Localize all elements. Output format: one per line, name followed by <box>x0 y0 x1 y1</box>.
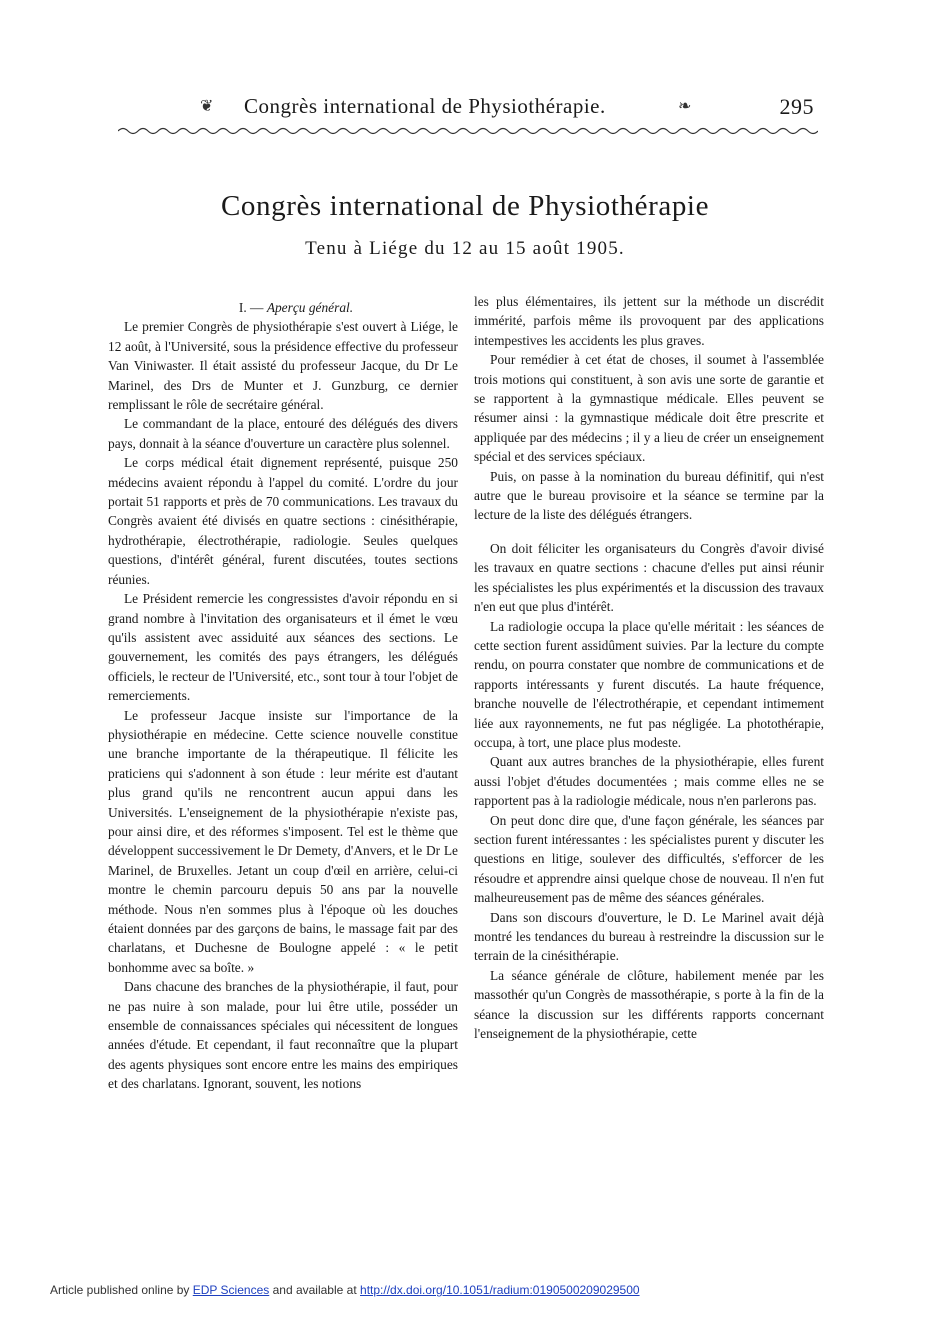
paragraph: Le professeur Jacque insiste sur l'importance de la physiothérapie en médecine. Cette science nouvelle constitue une branche importante de la thérapeutique. Il félicite les praticiens qui s'adonnent à son étude : leur mérite est d'autant plus grand qu'ils ne rencontrent aucun appui dans les Universités. L'enseignement de la physiothérapie n'existe pas, pour ainsi dire, et des réformes s'imposent. Tel est le thème que développent successivement le Dr Demety, d'Anvers, et le Dr Le Marinel, de Bruxelles. Jetant un coup d'œil en arrière, celui-ci montre le chemin parcouru depuis 50 ans par la nouvelle méthode. Nous n'en sommes plus à l'époque où les douches étaient données par des garçons de bains, le massage fait par des charlatans, et Duchesne de Boulogne appelé : « le petit bonhomme avec sa boîte. » <box>108 707 458 975</box>
publisher-link[interactable]: EDP Sciences <box>192 1283 270 1297</box>
footer-prefix: Article published online by <box>50 1283 190 1297</box>
header-wavy-rule <box>118 126 818 136</box>
paragraph: Pour remédier à cet état de choses, il soumet à l'assemblée trois motions qui constituent, à son avis une sorte de garantie et se rapportent à la gymnastique médicale. Elles peuvent se résumer ainsi : la gymnastique médicale doit être prescrite et appliquée par des médecins ; il y a lieu de créer un enseignement spécial et des services spéciaux. <box>474 352 824 465</box>
paragraph: On peut donc dire que, d'une façon générale, les séances par section furent intéressantes : les spécialistes purent y discuter les questions en litige, soulever des difficultés, s'efforcer de les résoudre et apprendre ainsi quelque chose de nouveau. Il n'en fut malheureusement pas de même des séances générales. <box>474 812 824 906</box>
article-title: Congrès international de Physiothérapie <box>220 190 710 222</box>
paragraph: Dans son discours d'ouverture, le D. Le Marinel avait déjà montré les tendances du bureau à restreindre la discussion sur le terrain de la cinésithérapie. <box>474 909 824 964</box>
section-number: I. — <box>238 300 264 315</box>
section-title: Aperçu général. <box>266 300 354 315</box>
paragraph: On doit féliciter les organisateurs du Congrès d'avoir divisé les travaux en quatre sections : chacune d'elles put ainsi réunir les spécialistes les plus expérimentés et la discussion des travaux n'en eut que plus d'intérêt. <box>474 540 824 615</box>
article-subtitle: Tenu à Liége du 12 au 15 août 1905. <box>305 238 625 259</box>
left-column <box>108 298 458 1094</box>
paragraph-continued: les plus élémentaires, ils jettent sur la méthode un discrédit immérité, parfois même ils provoquent par des applications intempestives les accidents les plus graves. <box>474 294 824 348</box>
section-heading <box>108 298 458 317</box>
paragraph: Quant aux autres branches de la physiothérapie, elles furent aussi l'objet d'études documentées ; mais comme elles ne se rapportent pas à la radiologie médicale, nous n'en parlerons pas. <box>474 754 824 809</box>
paragraph: La séance générale de clôture, habilement menée par les massothér qu'un Congrès de massothérapie, s porte à la fin de la séance la discussion sur les différents rapports concernant l'enseignement de la physiothérapie, cette <box>474 967 824 1042</box>
running-title: Congrès international de Physiothérapie. <box>244 94 606 118</box>
fleuron-icon: ❦ <box>200 98 214 115</box>
running-header <box>200 94 820 124</box>
fleuron-icon: ❧ <box>678 98 692 115</box>
paragraph: Le premier Congrès de physiothérapie s'est ouvert à Liége, le 12 août, à l'Université, sous la présidence effective du professeur Van Viniwaster. Il était assisté du professeur Jacque, du Dr Le Marinel, des Drs de Munter et J. Gunzburg, ce dernier remplissant le rôle de secrétaire général. <box>108 319 458 413</box>
paragraph: Le commandant de la place, entouré des délégués des divers pays, donnait à la séance d'ouverture un caractère plus solennel. <box>108 416 458 451</box>
paragraph: Dans chacune des branches de la physiothérapie, il faut, pour ne pas nuire à son malade, pour lui être utile, posséder un ensemble de connaissances spéciales qui nécessitent de longues années d'étude. Et cependant, il faut reconnaître que la plupart des agents physiques sont encore entre les mains des empiriques et des charlatans. Ignorant, souvent, les notions <box>108 979 458 1092</box>
paragraph: La radiologie occupa la place qu'elle méritait : les séances de cette section furent assidûment suivies. Par la lecture du compte rendu, on pourra constater que nombre de communications et de rapports intéressants y furent discutés. La haute fréquence, branche nouvelle de l'électrothérapie, et cependant intimement liée aux rayonnements, ne fut pas négligée. La photothérapie, occupa, à tort, une place plus modeste. <box>474 618 824 750</box>
page-number: 295 <box>779 94 814 119</box>
paragraph: Le corps médical était dignement représenté, puisque 250 médecins avaient répondu à l'appel du comité. L'ordre du jour portait 51 rapports et près de 70 communications. Les travaux du Congrès avaient été divisés en quatre sections : cinésithérapie, hydrothérapie, électrothérapie, radiologie. Seules quelques questions, d'intérêt général, furent discutées, toutes sections réunies. <box>108 455 458 587</box>
publication-footer <box>50 1283 640 1297</box>
paragraph: Puis, on passe à la nomination du bureau définitif, qui n'est autre que le bureau provisoire et la séance se termine par la lecture de la liste des délégués étrangers. <box>474 468 824 523</box>
paragraph: Le Président remercie les congressistes d'avoir répondu en si grand nombre à l'invitation des organisateurs et il émet le vœu qu'ils assistent avec assiduité aux séances des sections. Le gouvernement, les comités des pays étrangers, les délégués officiels, le recteur de l'Université, etc., sont tour à tour l'objet de remerciements. <box>108 591 458 704</box>
right-column <box>474 292 824 1043</box>
footer-middle: and available at <box>272 1283 357 1297</box>
doi-link[interactable]: http://dx.doi.org/10.1051/radium:0190500209029500 <box>360 1283 640 1297</box>
